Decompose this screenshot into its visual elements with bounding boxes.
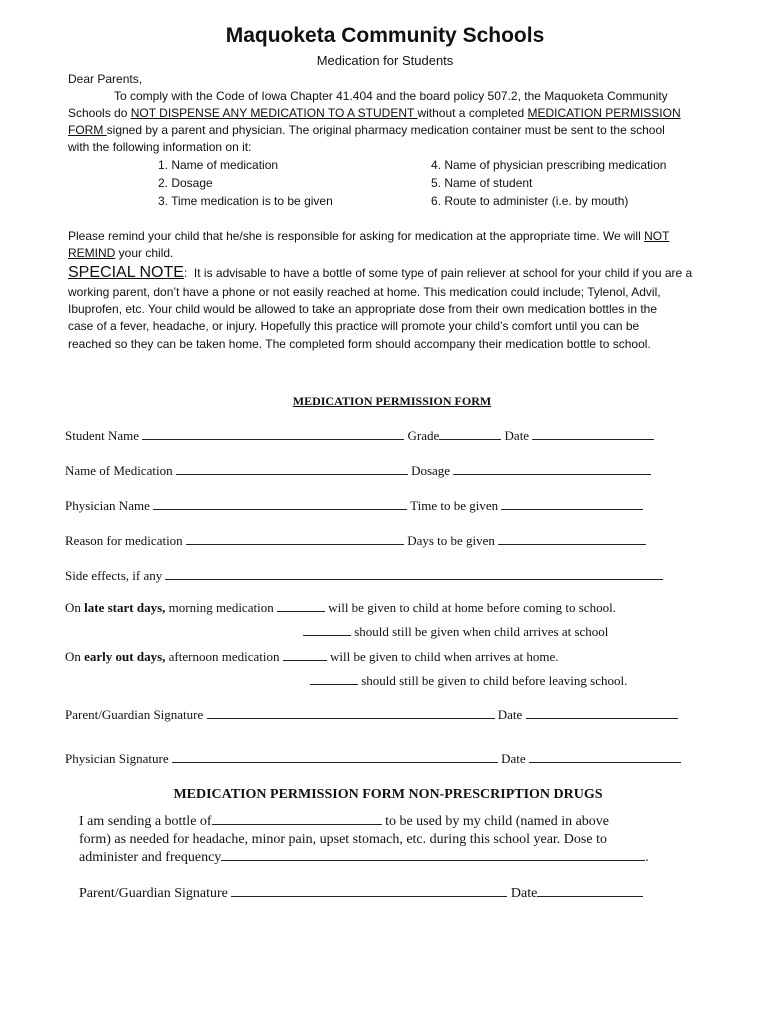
physician-signature-row: [65, 751, 681, 767]
intro-line-4: with the following information on it:: [68, 140, 252, 154]
parent-signature-label: Parent/Guardian Signature: [65, 707, 204, 722]
early-out-school-field[interactable]: [310, 673, 358, 685]
grade-field[interactable]: [439, 428, 501, 440]
special-note-line-1: [68, 264, 692, 283]
medication-name-label: Name of Medication: [65, 463, 173, 478]
early-out-home-text: will be given to child when arrives at home.: [326, 649, 559, 664]
reminder-text: Please remind your child that he/she is responsible for asking for medication at the appropriate time. We will: [68, 229, 645, 243]
list-item: 6. Route to administer (i.e. by mouth): [431, 194, 629, 208]
remind-emphasis: REMIND: [68, 246, 116, 260]
intro-line-2: [68, 105, 681, 123]
side-effects-field[interactable]: [165, 568, 663, 580]
parent-date-label: Date: [497, 707, 523, 722]
no-dispense-notice: NOT DISPENSE ANY MEDICATION TO A STUDENT: [130, 106, 418, 120]
dosage-field[interactable]: [453, 463, 651, 475]
early-out-row: [65, 649, 559, 665]
special-note-line-4: case of a fever, headache, or injury. Hopefully this practice will promote your child’s comfort until you can be: [68, 319, 640, 333]
bottle-name-field[interactable]: [212, 813, 382, 825]
nonprescription-line-3: [79, 849, 649, 867]
physician-signature-label: Physician Signature: [65, 751, 169, 766]
nonprescription-parent-signature-field[interactable]: [231, 885, 507, 897]
not-emphasis: NOT: [644, 229, 670, 243]
student-name-label: Student Name: [65, 428, 140, 443]
reminder-line-1: [68, 228, 669, 246]
reason-row: [65, 533, 646, 549]
special-note-line-3: Ibuprofen, etc. Your child would be allowed to take an appropriate dose from their own medication bottles in the: [68, 302, 658, 316]
reminder-line-2: [68, 245, 173, 263]
special-note-line-5: reached so they can be taken home. The completed form should accompany their medication bottle to school.: [68, 337, 651, 351]
medication-name-field[interactable]: [176, 463, 408, 475]
nonprescription-signature-row: [79, 885, 643, 903]
side-effects-label: Side effects, if any: [65, 568, 163, 583]
days-given-label: Days to be given: [407, 533, 495, 548]
physician-row: [65, 498, 643, 514]
form-title: MEDICATION PERMISSION FORM: [292, 394, 492, 408]
list-item: 5. Name of student: [431, 176, 533, 190]
days-given-field[interactable]: [498, 533, 646, 545]
nonprescription-line-2: form) as needed for headache, minor pain, upset stomach, etc. during this school year. Dose to: [79, 832, 607, 847]
late-start-text: On: [65, 600, 85, 615]
nonprescription-date-field[interactable]: [537, 885, 643, 897]
early-out-text: afternoon medication: [165, 649, 283, 664]
early-out-home-field[interactable]: [283, 649, 327, 661]
list-item: 2. Dosage: [158, 176, 213, 190]
nonprescription-line-1: [79, 813, 609, 831]
early-out-school-text: should still be given to child before leaving school.: [358, 673, 628, 688]
nonprescription-date-label: Date: [510, 886, 538, 901]
late-start-row: [65, 600, 616, 616]
dosage-label: Dosage: [411, 463, 451, 478]
nonprescription-text: to be used by my child (named in above: [385, 814, 610, 829]
nonprescription-title: MEDICATION PERMISSION FORM NON-PRESCRIPTION DRUGS: [173, 787, 603, 802]
student-name-field[interactable]: [142, 428, 404, 440]
reason-label: Reason for medication: [65, 533, 183, 548]
late-start-label: late start days,: [84, 600, 166, 615]
reminder-text: your child.: [115, 246, 174, 260]
late-start-school-text: should still be given when child arrives at school: [351, 624, 609, 639]
special-note-line-2: working parent, don’t have a phone or not easily reached at home. This medication could include; Tylenol, Advil,: [68, 285, 661, 299]
physician-signature-field[interactable]: [172, 751, 498, 763]
grade-label: Grade: [407, 428, 440, 443]
intro-text: without a completed: [417, 106, 528, 120]
nonprescription-text: administer and frequency: [79, 850, 222, 865]
physician-name-field[interactable]: [153, 498, 407, 510]
side-effects-row: [65, 568, 663, 584]
physician-name-label: Physician Name: [65, 498, 150, 513]
intro-text: Schools do: [68, 106, 131, 120]
intro-line-3: [68, 122, 665, 140]
intro-text: signed by a parent and physician. The original pharmacy medication container must be sent to the school: [106, 123, 665, 137]
parent-signature-field[interactable]: [207, 707, 495, 719]
student-row: [65, 428, 654, 444]
date-label: Date: [504, 428, 530, 443]
late-start-home-field[interactable]: [277, 600, 325, 612]
list-item: 1. Name of medication: [158, 158, 279, 172]
early-out-label: early out days,: [84, 649, 166, 664]
late-start-school-row: [303, 624, 608, 640]
intro-line-1: To comply with the Code of Iowa Chapter 41.404 and the board policy 507.2, the Maquoketa Community: [114, 89, 668, 103]
dose-frequency-field[interactable]: [221, 849, 645, 861]
special-note-colon: :: [183, 266, 188, 280]
time-given-label: Time to be given: [410, 498, 499, 513]
permission-form-reference: MEDICATION PERMISSION: [527, 106, 681, 120]
nonprescription-text: .: [645, 850, 649, 865]
time-given-field[interactable]: [501, 498, 643, 510]
page-subtitle: Medication for Students: [316, 53, 454, 68]
late-start-home-text: will be given to child at home before coming to school.: [324, 600, 616, 615]
early-out-text: On: [65, 649, 85, 664]
greeting: Dear Parents,: [68, 72, 143, 86]
page-title: Maquoketa Community Schools: [225, 24, 545, 47]
late-start-text: morning medication: [165, 600, 277, 615]
parent-date-field[interactable]: [526, 707, 678, 719]
early-out-school-row: [310, 673, 627, 689]
medication-row: [65, 463, 651, 479]
date-field[interactable]: [532, 428, 654, 440]
nonprescription-text: I am sending a bottle of: [79, 814, 212, 829]
late-start-school-field[interactable]: [303, 624, 351, 636]
parent-signature-row: [65, 707, 678, 723]
permission-form-reference-cont: FORM: [68, 123, 107, 137]
special-note-text: It is advisable to have a bottle of some type of pain reliever at school for your child if you are a: [193, 266, 693, 280]
physician-date-label: Date: [501, 751, 526, 766]
physician-date-field[interactable]: [529, 751, 681, 763]
list-item: 4. Name of physician prescribing medication: [431, 158, 667, 172]
special-note-label: SPECIAL NOTE: [68, 264, 184, 281]
list-item: 3. Time medication is to be given: [158, 194, 333, 208]
reason-field[interactable]: [186, 533, 404, 545]
nonprescription-parent-signature-label: Parent/Guardian Signature: [79, 886, 228, 901]
